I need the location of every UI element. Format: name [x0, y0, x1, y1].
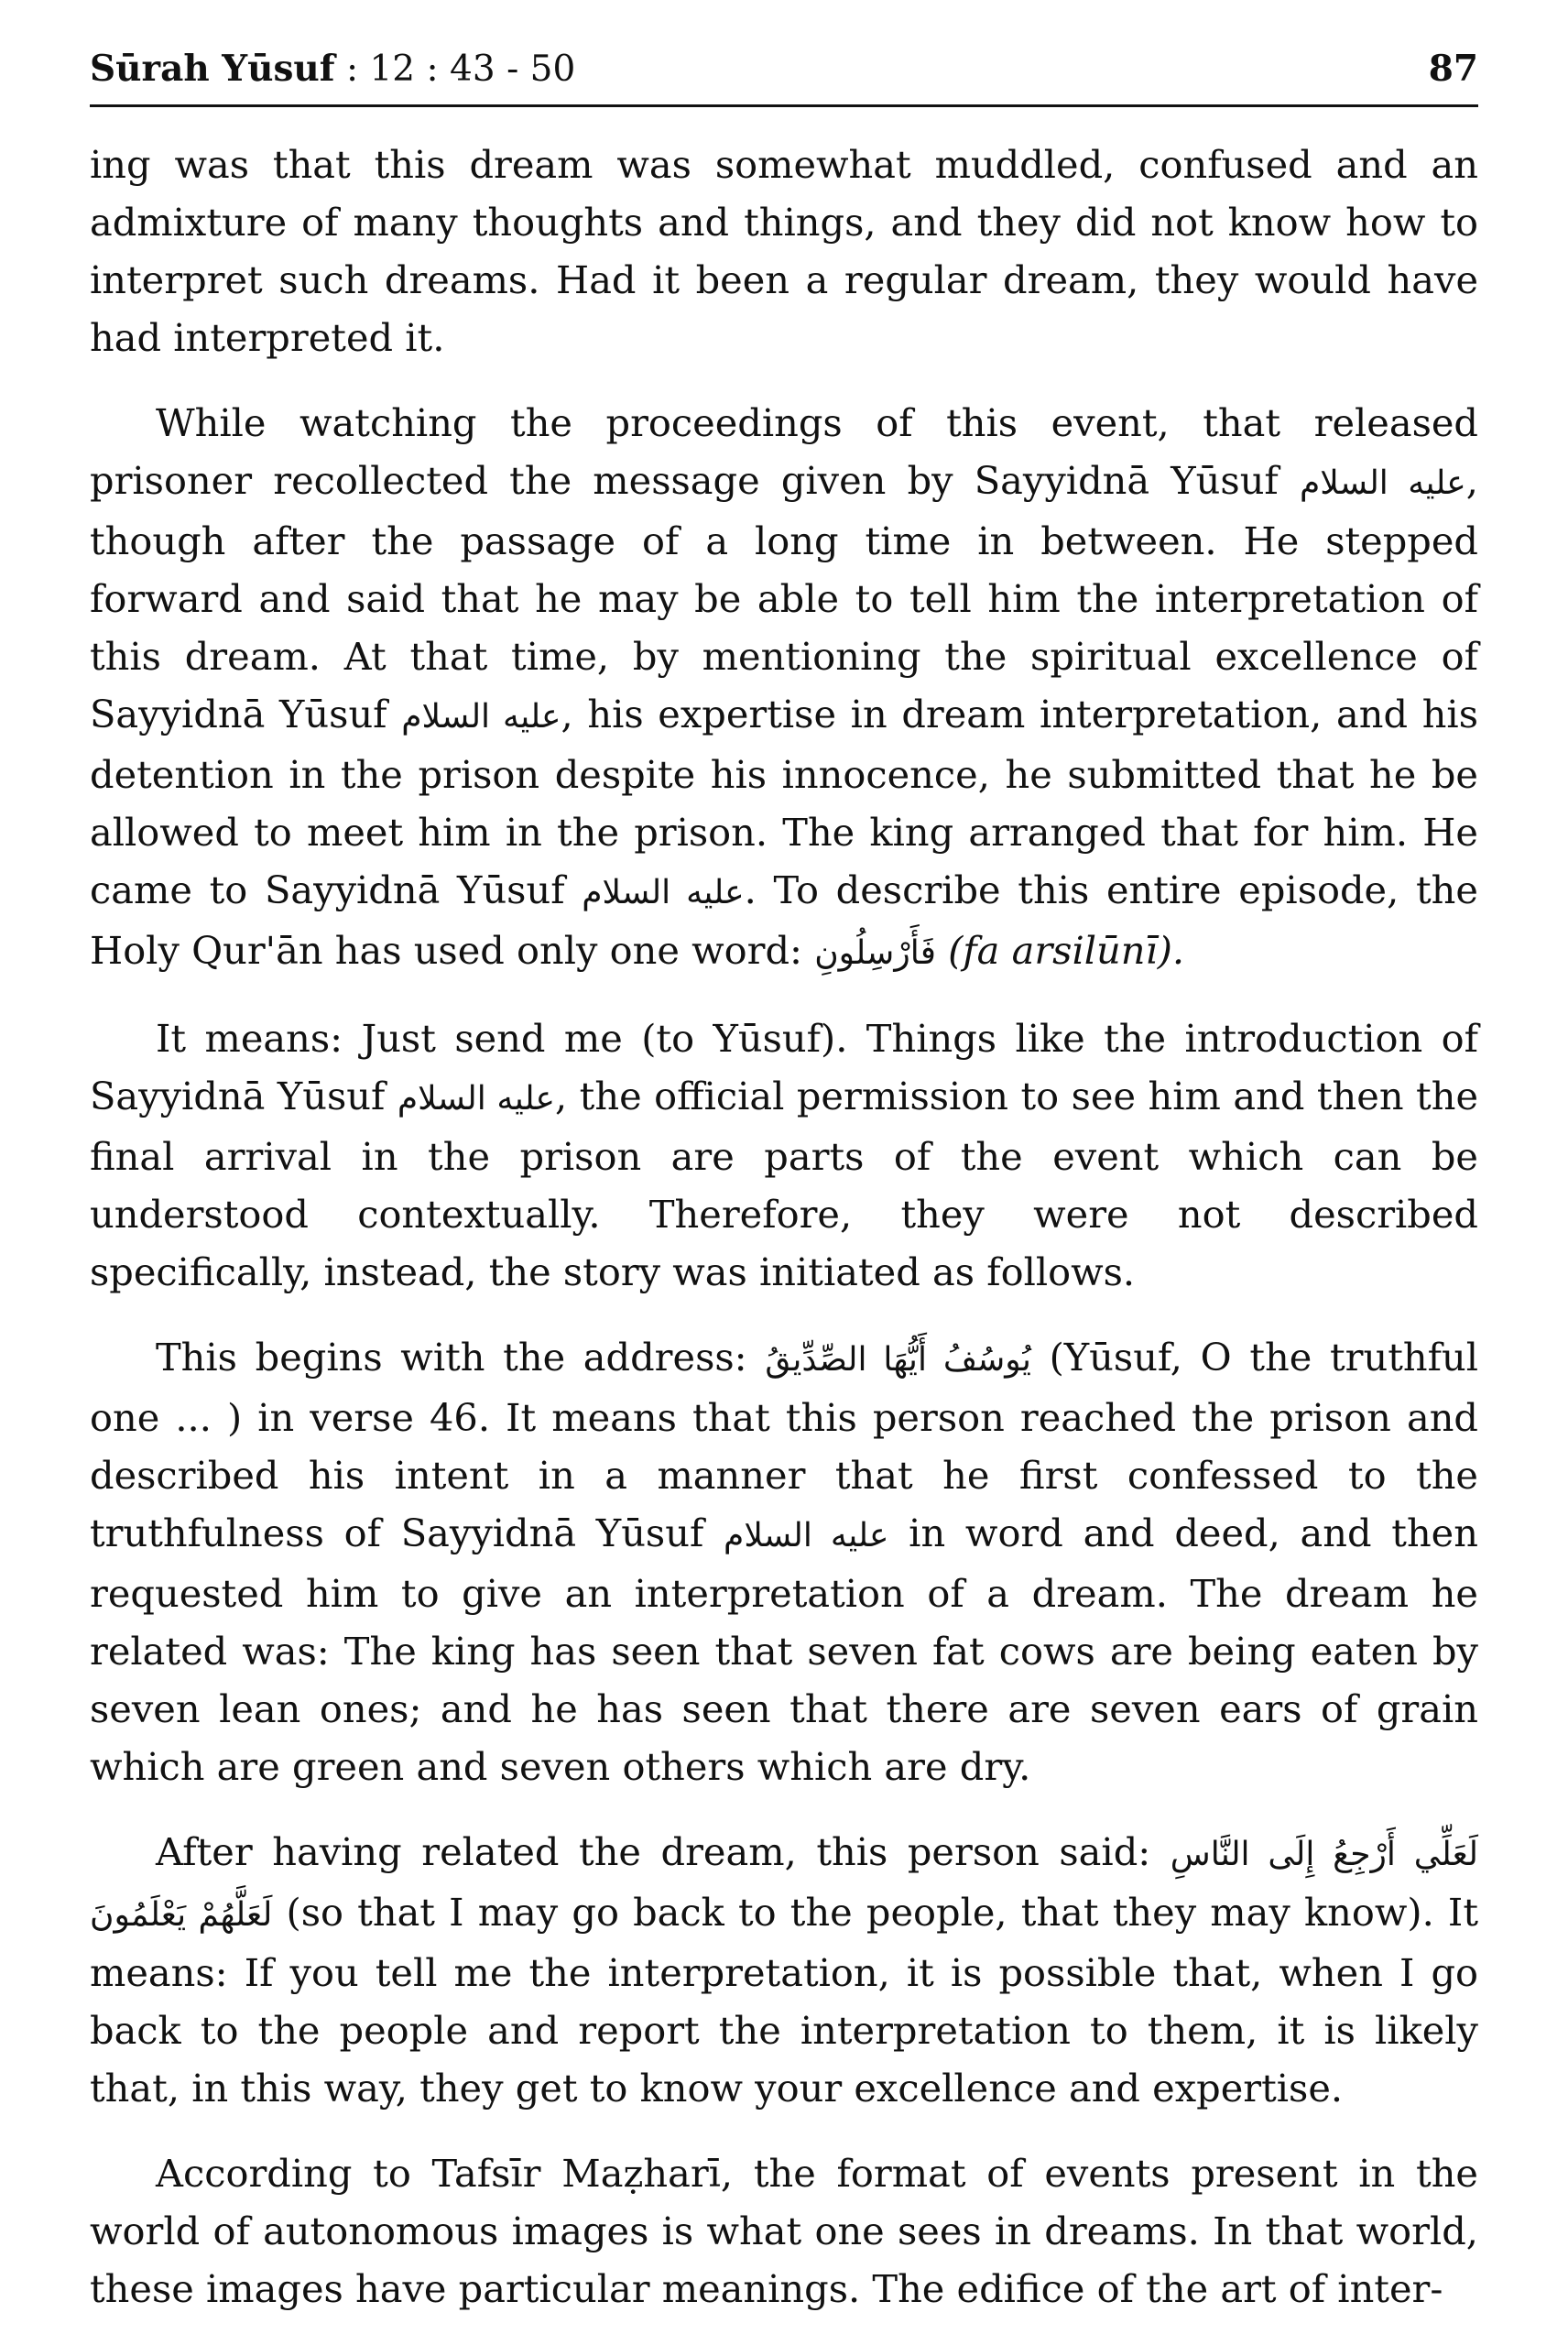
page-number: 87	[1428, 48, 1478, 90]
paragraph-2-text-d: . To describe this entire episode, the Holy Qur'ān has used only one word:	[90, 867, 1478, 973]
honorific-glyph: عليه السلام	[724, 1517, 889, 1554]
paragraph-4-text-b: (Yūsuf, O the truthful one ... ) in verse 46. It means that this person reached the prison and described his intent in a manner that he first confessed to the truthfulness of Sayyidnā Yūsuf	[90, 1335, 1478, 1555]
paragraph-3	[90, 1009, 1478, 1301]
honorific-glyph: عليه السلام	[397, 1080, 555, 1118]
paragraph-2-text-c: , his expertise in dream interpretation, and his detention in the prison despite his innocence, he submitted that he be allowed to meet him in the prison. The king arranged that for him. He came to Sayyidnā Yūsuf	[90, 692, 1478, 912]
paragraph-4-text-a: This begins with the address:	[156, 1335, 766, 1380]
paragraph-2-text-b: , though after the passage of a long time in between. He stepped forward and said that he may be able to tell him the interpretation of this dream. At that time, by mentioning the spiritual excellence of Sayyidnā Yūsuf	[90, 458, 1478, 736]
paragraph-5-text-b: (so that I may go back to the people, that they may know). It means: If you tell me the interpretation, it is possible that, when I go back to the people and report the interpretation to them, it is likely that, in this way, they get to know your excellence and expertise.	[90, 1890, 1479, 2110]
transliteration: (fa arsilūnī).	[948, 928, 1185, 973]
paragraph-2	[90, 394, 1478, 982]
paragraph-5-text-a: After having related the dream, this person said:	[156, 1829, 1171, 1874]
surah-name: Sūrah Yūsuf	[90, 48, 335, 90]
paragraph-5	[90, 1823, 1478, 2117]
arabic-quote: يُوسُفُ أَيُّهَا الصِّدِّيقُ	[765, 1341, 1031, 1379]
honorific-glyph: عليه السلام	[1299, 464, 1466, 502]
running-head	[90, 48, 575, 90]
paragraph-3-text-a: It means: Just send me (to Yūsuf). Things like the introduction of Sayyidnā Yūsuf	[90, 1016, 1478, 1118]
honorific-glyph: عليه السلام	[401, 698, 561, 736]
paragraph-4-text-c: in word and deed, and then requested him to give an interpretation of a dream. The dream he related was: The king has seen that seven fat cows are being eaten by seven lean ones; and he has seen that there are seven ears of grain which are green and seven others which are dry.	[90, 1511, 1478, 1789]
page-header	[90, 48, 1478, 103]
verse-reference: : 12 : 43 - 50	[334, 49, 576, 90]
honorific-glyph: عليه السلام	[582, 874, 745, 911]
paragraph-4	[90, 1328, 1478, 1795]
arabic-quote: لَعَلِّي أَرْجِعُ إِلَى النَّاسِ لَعَلَّهُمْ يَعْلَمُونَ	[90, 1836, 1478, 1934]
header-rule	[90, 104, 1478, 107]
paragraph-6: According to Tafsīr Maẓharī, the format of events present in the world of autonomous images is what one sees in dreams. In that world, these images have particular meanings. The edifice of the art of inter-	[90, 2151, 1478, 2311]
paragraph-2-text-a: While watching the proceedings of this event, that released prisoner recollected the message given by Sayyidnā Yūsuf	[90, 400, 1478, 503]
paragraph-3-text-b: , the official permission to see him and then the final arrival in the prison are parts of the event which can be understood contextually. Therefore, they were not described specifically, instead, the story was initiated as follows.	[90, 1074, 1478, 1294]
body-text	[90, 136, 1478, 2345]
paragraph-1: ing was that this dream was somewhat muddled, confused and an admixture of many thoughts and things, and they did not know how to interpret such dreams. Had it been a regular dream, they would have had interpreted it.	[90, 142, 1478, 360]
arabic-quote: فَأَرْسِلُونِ	[814, 934, 936, 972]
